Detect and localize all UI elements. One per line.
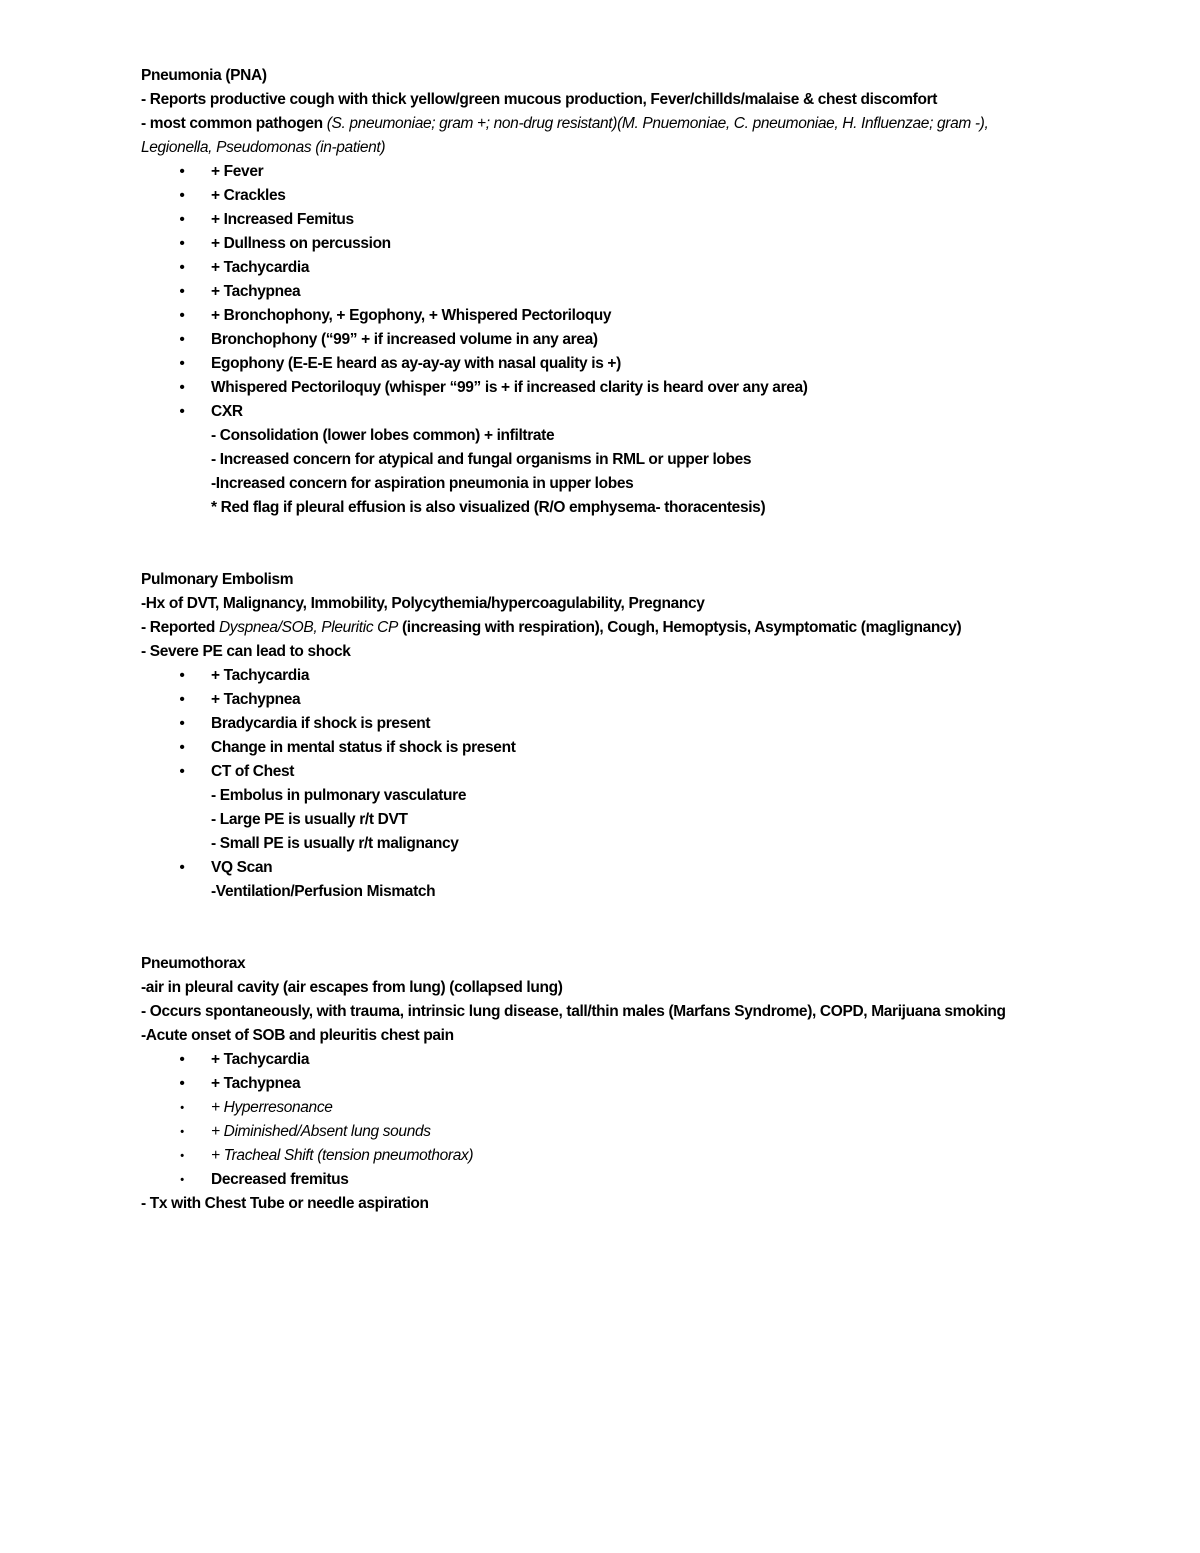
ptx-onset-line: -Acute onset of SOB and pleuritis chest pain xyxy=(141,1027,454,1044)
bullet-icon: • xyxy=(179,763,185,780)
bullet-icon: • xyxy=(179,163,185,180)
section-spacer xyxy=(141,520,1061,568)
bullet-icon: • xyxy=(179,187,185,204)
bullet-icon: • xyxy=(179,355,185,372)
document-page xyxy=(141,64,1061,1216)
pna-symptoms-line: - Reports productive cough with thick yellow/green mucous production, Fever/chillds/malaise & chest discomfort xyxy=(141,91,938,108)
bullet-icon: • xyxy=(179,859,185,876)
ptx-treatment-line: - Tx with Chest Tube or needle aspiration xyxy=(141,1195,429,1212)
list-item xyxy=(141,232,1061,256)
list-item xyxy=(141,1144,1061,1168)
bullet-icon: • xyxy=(179,235,185,252)
ptx-occurs-line: - Occurs spontaneously, with trauma, intrinsic lung disease, tall/thin males (Marfans Syndrome), COPD, Marijuana smoking xyxy=(141,1003,1006,1020)
pna-title: Pneumonia (PNA) xyxy=(141,67,267,84)
list-item xyxy=(141,760,1061,784)
pe-reported-italic: Dyspnea/SOB, Pleuritic CP xyxy=(218,619,399,636)
list-item xyxy=(141,328,1061,352)
list-item xyxy=(141,160,1061,184)
bullet-icon: • xyxy=(179,307,185,324)
list-item-text: + Tracheal Shift (tension pneumothorax) xyxy=(211,1147,474,1164)
pe-reported-line xyxy=(141,616,1061,640)
bullet-icon: • xyxy=(180,1174,184,1186)
bullet-icon: • xyxy=(179,259,185,276)
pe-reported-prefix: - Reported xyxy=(141,619,219,636)
section-spacer xyxy=(141,904,1061,952)
list-item xyxy=(141,1096,1061,1120)
list-item xyxy=(141,1048,1061,1072)
list-item-text: + Tachypnea xyxy=(211,691,301,708)
list-item-text: Decreased fremitus xyxy=(211,1171,349,1188)
bullet-icon: • xyxy=(179,1075,185,1092)
bullet-icon: • xyxy=(179,211,185,228)
list-item-text: CXR xyxy=(211,403,243,420)
list-item-text: VQ Scan xyxy=(211,859,273,876)
list-item xyxy=(141,664,1061,688)
list-item xyxy=(141,1168,1061,1192)
bullet-icon: • xyxy=(179,403,185,420)
list-item xyxy=(141,352,1061,376)
ct-sub-item: - Large PE is usually r/t DVT xyxy=(211,811,408,828)
list-item xyxy=(141,712,1061,736)
ptx-title: Pneumothorax xyxy=(141,955,246,972)
list-item-text: Bronchophony (“99” + if increased volume in any area) xyxy=(211,331,598,348)
list-item xyxy=(141,376,1061,400)
pna-pathogen-line xyxy=(141,112,1061,160)
list-item-text: + Diminished/Absent lung sounds xyxy=(211,1123,431,1140)
list-item xyxy=(141,400,1061,424)
cxr-sub-item: - Consolidation (lower lobes common) + infiltrate xyxy=(211,427,555,444)
bullet-icon: • xyxy=(179,739,185,756)
ct-sub-item: - Embolus in pulmonary vasculature xyxy=(211,787,467,804)
list-item xyxy=(141,856,1061,880)
list-item-text: + Tachycardia xyxy=(211,259,310,276)
pna-pathogen-list: (S. pneumoniae; gram +; non-drug resistant)(M. Pnuemoniae, C. pneumoniae, H. Influenzae; gram -), Legionella, Pseudomonas (in-patient) xyxy=(141,115,989,156)
list-item xyxy=(141,256,1061,280)
list-item-text: Change in mental status if shock is present xyxy=(211,739,516,756)
cxr-sub-item: -Increased concern for aspiration pneumonia in upper lobes xyxy=(211,475,634,492)
list-item-text: + Tachycardia xyxy=(211,1051,310,1068)
list-item-text: Bradycardia if shock is present xyxy=(211,715,431,732)
bullet-icon: • xyxy=(180,1102,184,1114)
bullet-icon: • xyxy=(179,667,185,684)
bullet-icon: • xyxy=(179,1051,185,1068)
bullet-icon: • xyxy=(179,331,185,348)
list-item-text: + Dullness on percussion xyxy=(211,235,391,252)
bullet-icon: • xyxy=(179,283,185,300)
list-item-text: + Increased Femitus xyxy=(211,211,354,228)
bullet-icon: • xyxy=(179,691,185,708)
pe-reported-suffix: (increasing with respiration), Cough, Hemoptysis, Asymptomatic (maglignancy) xyxy=(398,619,962,636)
list-item-text: Whispered Pectoriloquy (whisper “99” is + if increased clarity is heard over any area) xyxy=(211,379,808,396)
cxr-sub-item: * Red flag if pleural effusion is also visualized (R/O emphysema- thoracentesis) xyxy=(211,499,766,516)
list-item xyxy=(141,184,1061,208)
list-item-text: + Tachypnea xyxy=(211,1075,301,1092)
list-item-text: + Crackles xyxy=(211,187,286,204)
list-item-text: + Tachycardia xyxy=(211,667,310,684)
list-item-text: Egophony (E-E-E heard as ay-ay-ay with nasal quality is +) xyxy=(211,355,621,372)
list-item-text: CT of Chest xyxy=(211,763,295,780)
list-item xyxy=(141,688,1061,712)
vq-sub-item: -Ventilation/Perfusion Mismatch xyxy=(211,883,436,900)
ct-sub-item: - Small PE is usually r/t malignancy xyxy=(211,835,459,852)
list-item-text: + Fever xyxy=(211,163,264,180)
bullet-icon: • xyxy=(180,1150,184,1162)
pe-history-line: -Hx of DVT, Malignancy, Immobility, Polycythemia/hypercoagulability, Pregnancy xyxy=(141,595,705,612)
pna-pathogen-prefix: - most common pathogen xyxy=(141,115,327,132)
list-item xyxy=(141,736,1061,760)
ptx-definition-line: -air in pleural cavity (air escapes from lung) (collapsed lung) xyxy=(141,979,563,996)
bullet-icon: • xyxy=(179,379,185,396)
list-item xyxy=(141,208,1061,232)
list-item-text: + Hyperresonance xyxy=(211,1099,333,1116)
pe-title: Pulmonary Embolism xyxy=(141,571,294,588)
list-item xyxy=(141,1072,1061,1096)
bullet-icon: • xyxy=(179,715,185,732)
pe-shock-line: - Severe PE can lead to shock xyxy=(141,643,351,660)
cxr-sub-item: - Increased concern for atypical and fungal organisms in RML or upper lobes xyxy=(211,451,752,468)
list-item-text: + Bronchophony, + Egophony, + Whispered Pectoriloquy xyxy=(211,307,612,324)
list-item xyxy=(141,1120,1061,1144)
list-item xyxy=(141,304,1061,328)
list-item-text: + Tachypnea xyxy=(211,283,301,300)
bullet-icon: • xyxy=(180,1126,184,1138)
list-item xyxy=(141,280,1061,304)
